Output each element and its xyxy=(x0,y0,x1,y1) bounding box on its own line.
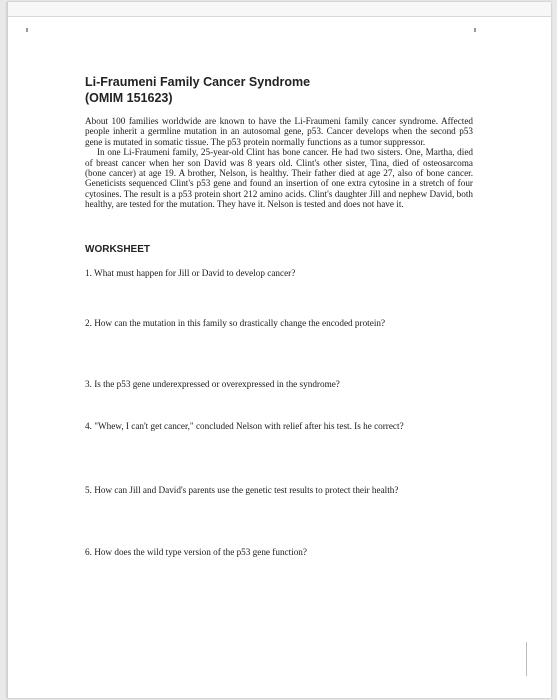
title-line-1: Li-Fraumeni Family Cancer Syndrome xyxy=(85,75,311,89)
scan-mark-right xyxy=(474,28,476,32)
question-1: 1. What must happen for Jill or David to develop cancer? xyxy=(85,268,296,278)
question-4: 4. "Whew, I can't get cancer," concluded Nelson with relief after his test. Is he correct? xyxy=(85,421,404,431)
intro-text xyxy=(85,116,473,210)
question-2: 2. How can the mutation in this family so drastically change the encoded protein? xyxy=(85,318,386,328)
question-3: 3. Is the p53 gene underexpressed or overexpressed in the syndrome? xyxy=(85,379,340,389)
document-title xyxy=(85,74,310,106)
question-6: 6. How does the wild type version of the p53 gene function? xyxy=(85,547,307,557)
scan-mark-left xyxy=(26,28,28,32)
question-5: 5. How can Jill and David's parents use the genetic test results to protect their health? xyxy=(85,485,399,495)
document-page xyxy=(7,2,551,698)
intro-paragraph-2: In one Li-Fraumeni family, 25-year-old Clint has bone cancer. He had two sisters. One, Martha, died of breast cancer when her son David was 8 years old. Clint's other sister, Tina, died of osteosarcoma (bone cancer) at age 19. A brother, Nelson, is healthy. Their father died at age 27, also of bone cancer. Geneticists sequenced Clint's p53 gene and found an insertion of one extra cytosine in a stretch of four cytosines. The result is a p53 protein short 212 amino acids. Clint's daughter Jill and nephew David, both healthy, are tested for the mutation. They have it. Nelson is tested and does not have it. xyxy=(85,147,473,210)
intro-paragraph-1: About 100 families worldwide are known to have the Li-Fraumeni family cancer syndrome. Affected people inherit a germline mutation in an autosomal gene, p53. Cancer develops when the second p53 gene is mutated in somatic tissue. The p53 protein normally functions as a tumor suppressor. xyxy=(85,116,473,147)
margin-line xyxy=(526,642,527,676)
page-top-edge xyxy=(8,2,551,17)
worksheet-heading: WORKSHEET xyxy=(85,244,150,255)
title-line-2: (OMIM 151623) xyxy=(85,91,173,105)
